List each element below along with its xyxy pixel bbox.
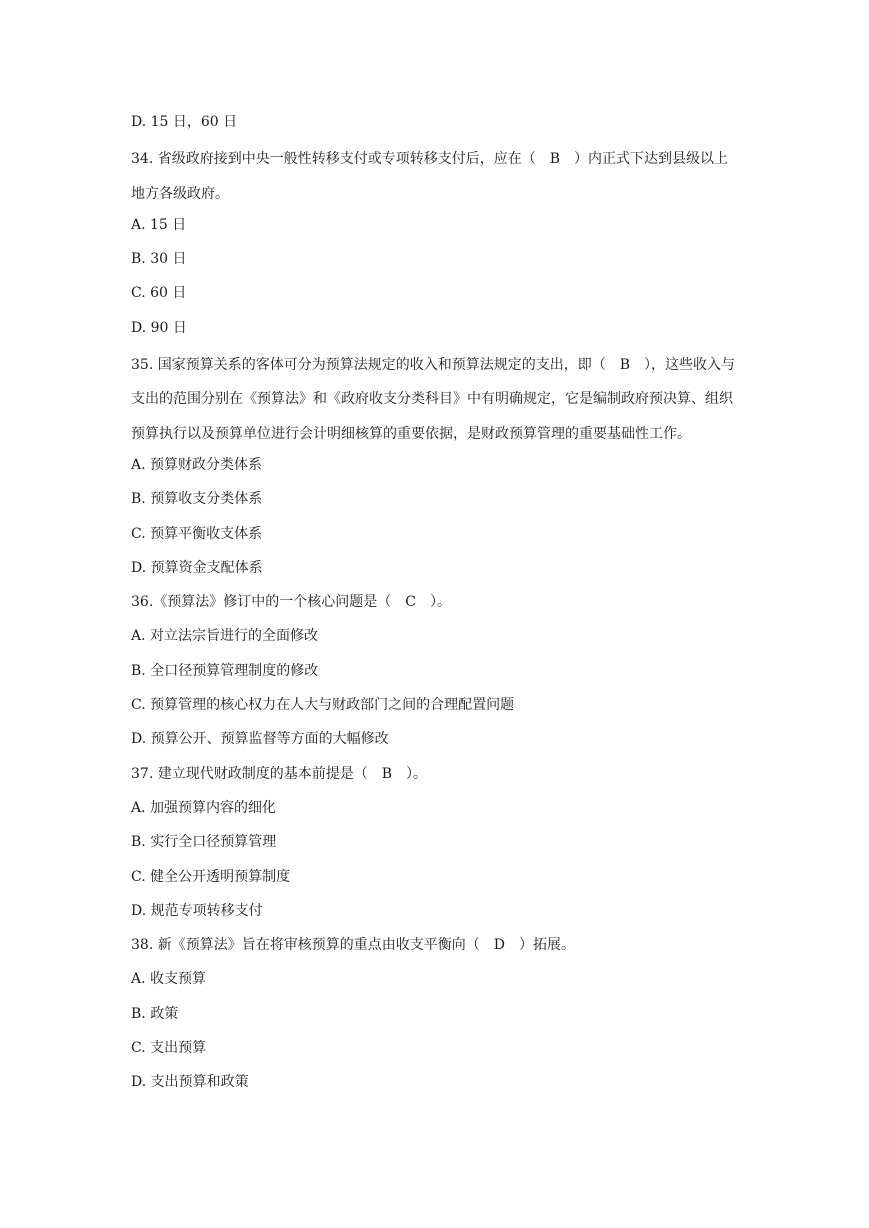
option-line: D. 90 日 xyxy=(131,319,187,336)
option-line: B. 政策 xyxy=(131,1005,179,1022)
question-38: 38. 新《预算法》旨在将审核预算的重点由收支平衡向（ D ）拓展。 xyxy=(131,937,575,954)
question-37: 37. 建立现代财政制度的基本前提是（ B ）。 xyxy=(131,765,428,782)
option-line: B. 预算收支分类体系 xyxy=(131,491,263,508)
question-34: 34. 省级政府接到中央一般性转移支付或专项转移支付后，应在（ B ）内正式下达到县级以上地方各级政府。 xyxy=(131,151,729,202)
option-line: B. 30 日 xyxy=(131,251,187,268)
option-line: C. 支出预算 xyxy=(131,1040,207,1057)
option-line: B. 全口径预算管理制度的修改 xyxy=(131,662,319,679)
option-line: D. 预算资金支配体系 xyxy=(131,559,263,576)
option-line: D. 15 日，60 日 xyxy=(131,114,238,130)
document-body xyxy=(131,108,741,1103)
option-line: A. 15 日 xyxy=(131,216,187,233)
option-line: A. 预算财政分类体系 xyxy=(131,456,263,473)
option-line: D. 规范专项转移支付 xyxy=(131,902,263,919)
question-36: 36.《预算法》修订中的一个核心问题是（ C ）。 xyxy=(131,594,451,611)
option-line: D. 预算公开、预算监督等方面的大幅修改 xyxy=(131,731,389,748)
option-line: C. 预算平衡收支体系 xyxy=(131,525,263,542)
option-line: A. 收支预算 xyxy=(131,971,207,988)
option-line: C. 60 日 xyxy=(131,285,187,302)
option-line: A. 对立法宗旨进行的全面修改 xyxy=(131,628,319,645)
question-35: 35. 国家预算关系的客体可分为预算法规定的收入和预算法规定的支出，即（ B ），这些收入与支出的范围分别在《预算法》和《政府收支分类科目》中有明确规定，它是编制政府预决算、组织预算执行以及预算单位进行会计明细核算的重要依据，是财政预算管理的重要基础性工作。 xyxy=(131,357,736,442)
option-line: C. 预算管理的核心权力在人大与财政部门之间的合理配置问题 xyxy=(131,697,515,714)
option-line: B. 实行全口径预算管理 xyxy=(131,834,277,851)
option-line: D. 支出预算和政策 xyxy=(131,1074,249,1091)
option-line: A. 加强预算内容的细化 xyxy=(131,799,277,816)
option-line: C. 健全公开透明预算制度 xyxy=(131,868,291,885)
